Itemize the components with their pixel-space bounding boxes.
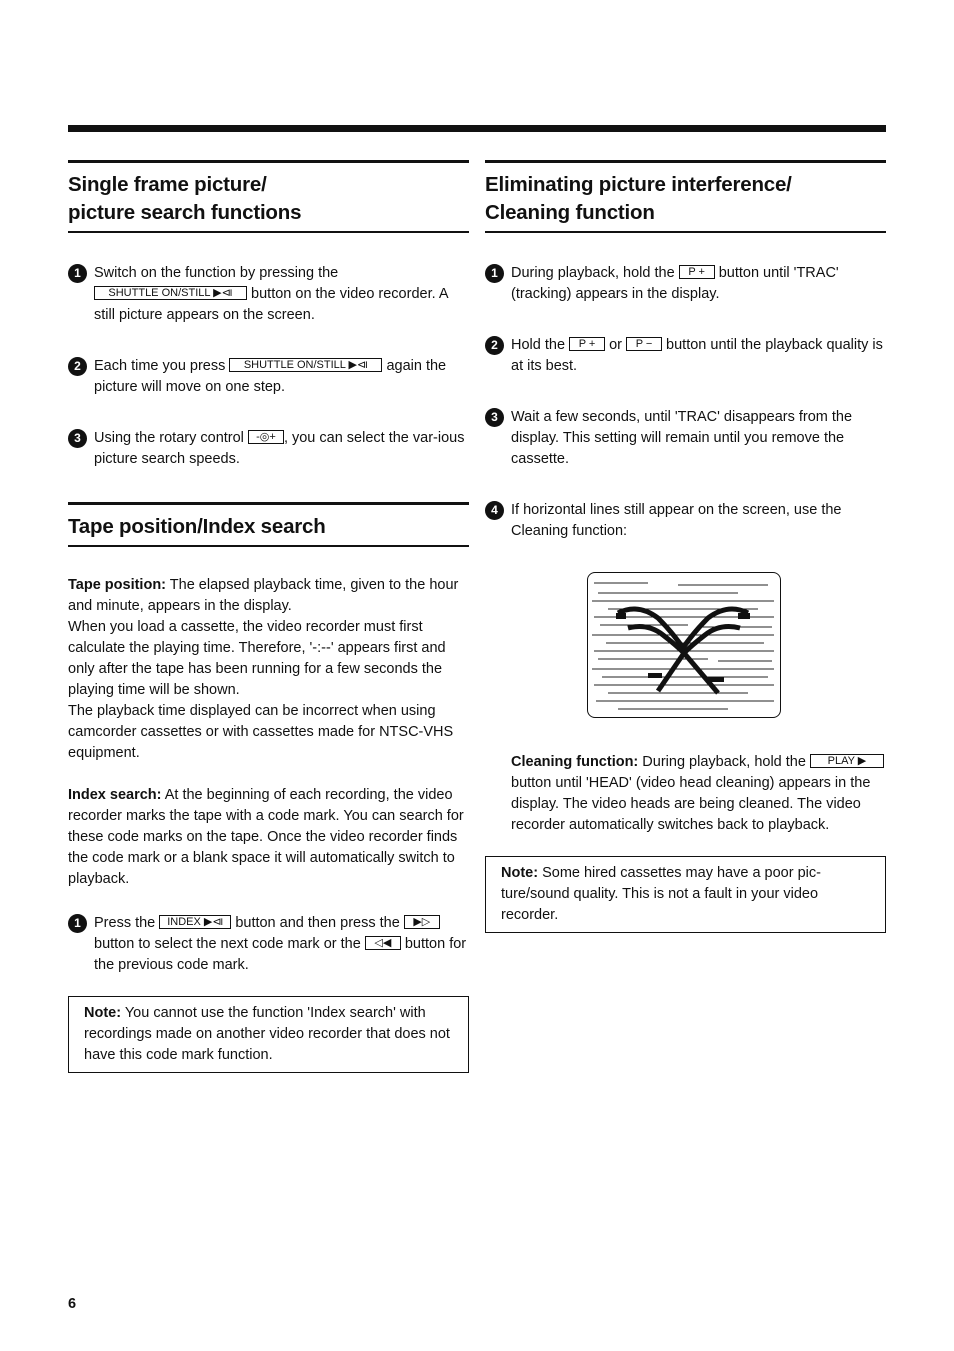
step-number: 4 [485, 501, 504, 520]
right-column [485, 160, 886, 933]
p-minus-button: P − [626, 337, 662, 351]
cleaning-function-text: Cleaning function: During playback, hold the PLAY ▶ button until 'HEAD' (video head cleaning) appears in the display. The video heads are being cleaned. The video recorder automatically switches back to playback. [485, 752, 886, 836]
forward-button: ▶▷ [404, 915, 440, 929]
section-heading [68, 502, 469, 547]
rotary-control-icon: -◎+ [248, 430, 284, 444]
step-number: 2 [485, 336, 504, 355]
page-number: 6 [68, 1296, 77, 1312]
note-box: Note: You cannot use the function 'Index search' with recordings made on another video recorder that does not have this code mark function. [68, 996, 469, 1073]
step-number: 3 [68, 429, 87, 448]
section-heading [68, 160, 469, 233]
step-number: 3 [485, 408, 504, 427]
index-button: INDEX ▶⧏ [159, 915, 231, 929]
left-column [68, 160, 469, 1073]
play-button: PLAY ▶ [810, 754, 884, 768]
shuttle-still-button: SHUTTLE ON/STILL ▶⧏ [94, 286, 247, 300]
shuttle-still-button: SHUTTLE ON/STILL ▶⧏ [229, 358, 382, 372]
step-number: 1 [68, 264, 87, 283]
rewind-button: ◁◀ [365, 936, 401, 950]
note-box: Note: Some hired cassettes may have a poor pic-ture/sound quality. This is not a fault in your video recorder. [485, 856, 886, 933]
top-rule [68, 125, 886, 132]
step-1: 1 Switch on the function by pressing the SHUTTLE ON/STILL ▶⧏ button on the video recorder. A still picture appears on the screen. [68, 263, 469, 326]
interference-screen-illustration [587, 572, 781, 718]
step-4: 4 If horizontal lines still appear on the screen, use the Cleaning function: [485, 500, 886, 542]
tape-position-text: Tape position: The elapsed playback time, given to the hour and minute, appears in the display. When you load a cassette, the video recorder must first calculate the playing time. Therefore, '-:--' appears first and only after the tape has been running for a few seconds the playing time will be shown. The playback time displayed can be incorrect when using camcorder cassettes or with cassettes made for NTSC-VHS equipment. [68, 577, 459, 761]
step-3: 3 Using the rotary control -◎+ , you can select the var-ious picture search speeds. [68, 428, 469, 470]
step-number: 1 [68, 914, 87, 933]
index-step-1: 1 Press the INDEX ▶⧏ button and then press the ▶▷ button to select the next code mark or the ◁◀ button for the previous code mark. [68, 913, 469, 976]
index-search-text: Index search: At the beginning of each recording, the video recorder marks the tape with a code mark. You can search for these code marks on the tape. Once the video recorder finds the code mark or a blank space it will automatically switch to playback. [68, 787, 464, 887]
step-2: 2 Hold the P + or P − button until the playback quality is at its best. [485, 335, 886, 377]
p-plus-button: P + [569, 337, 605, 351]
section-heading [485, 160, 886, 233]
step-number: 1 [485, 264, 504, 283]
section-title: Eliminating picture interference/ Cleaning function [485, 173, 792, 224]
section-title: Tape position/Index search [68, 515, 326, 538]
interference-illustration-svg [588, 573, 780, 717]
step-2: 2 Each time you press SHUTTLE ON/STILL ▶⧏ again the picture will move on one step. [68, 356, 469, 398]
step-number: 2 [68, 357, 87, 376]
step-3: 3 Wait a few seconds, until 'TRAC' disappears from the display. This setting will remain until you remove the cassette. [485, 407, 886, 470]
section-title: Single frame picture/ picture search functions [68, 173, 302, 224]
p-plus-button: P + [679, 265, 715, 279]
step-1: 1 During playback, hold the P + button until 'TRAC' (tracking) appears in the display. [485, 263, 886, 305]
